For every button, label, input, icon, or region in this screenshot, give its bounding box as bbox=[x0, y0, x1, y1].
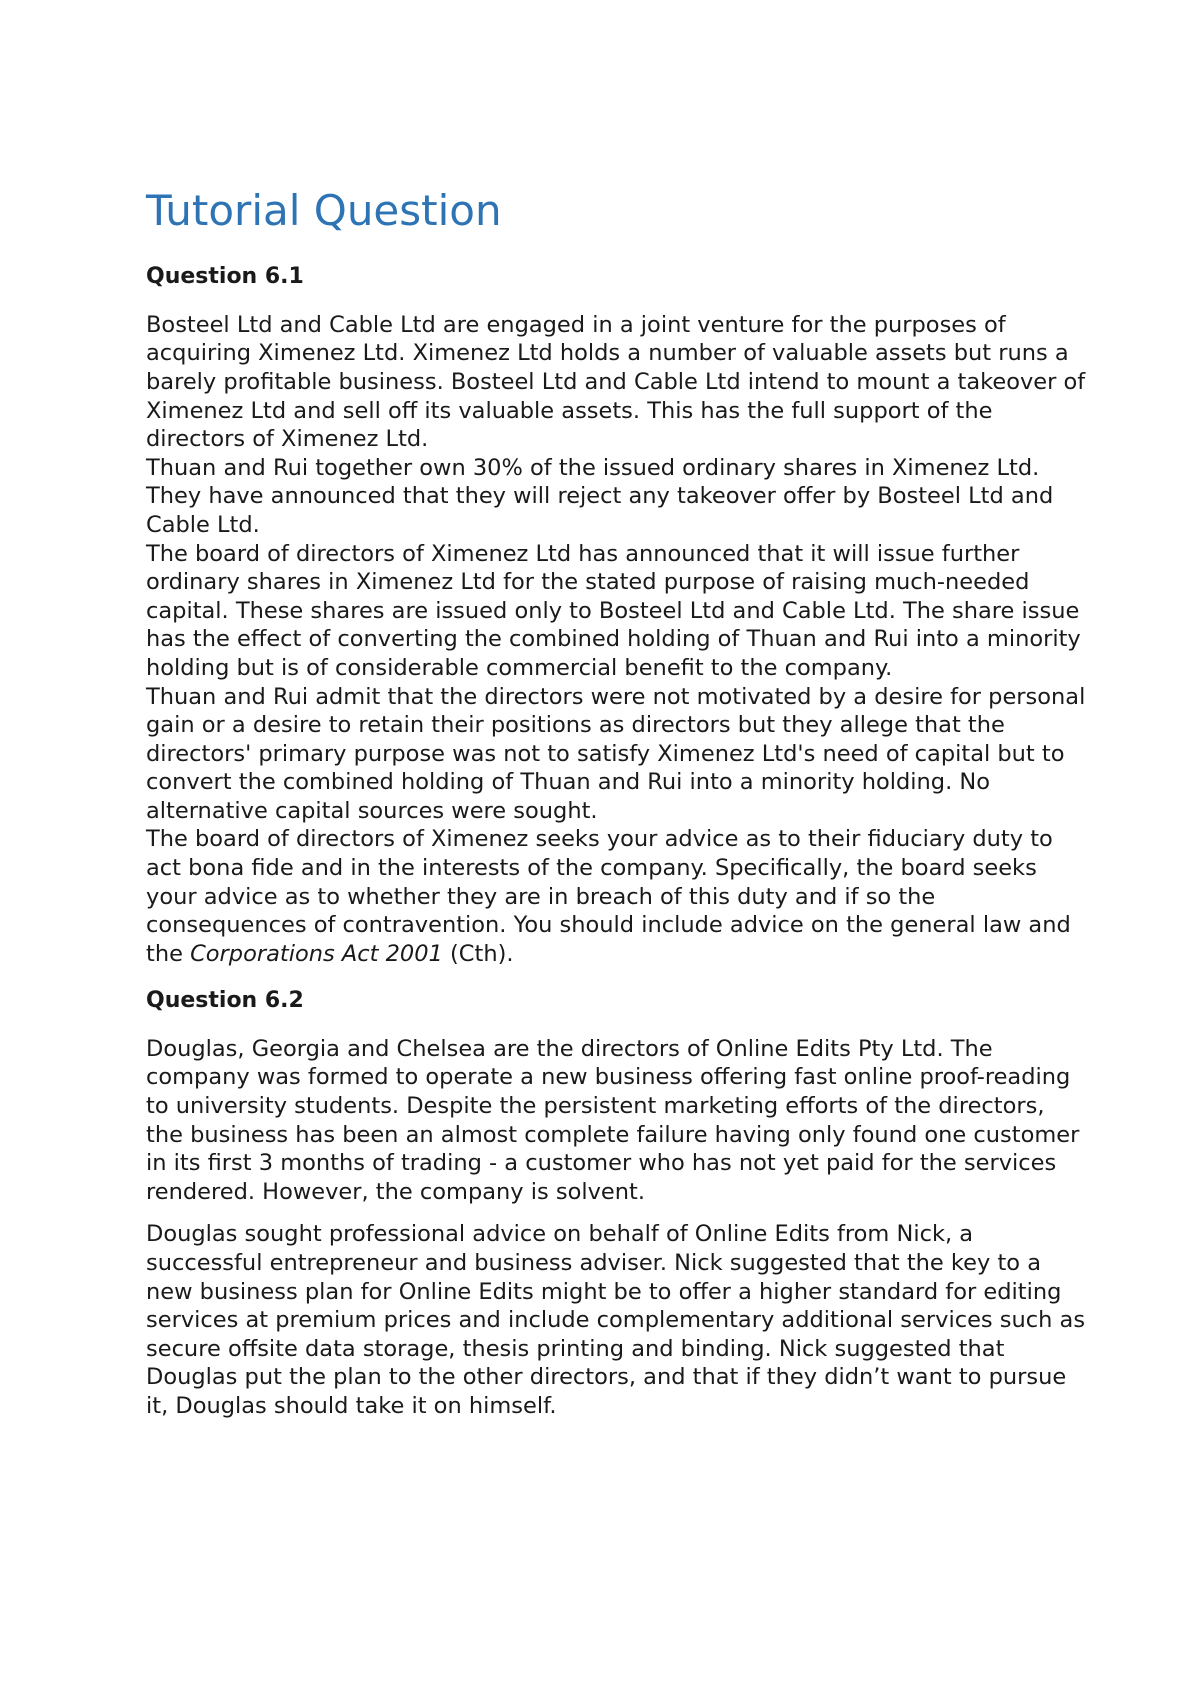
question-6-1-paragraph-1: Bosteel Ltd and Cable Ltd are engaged in a joint venture for the purposes of acquiring Ximenez Ltd. Ximenez Ltd holds a number of valuable assets but runs a barely profitable business. Bosteel Ltd and Cable Ltd intend to mount a takeover of Ximenez Ltd and sell off its valuable assets. This has the full support of the directors of Ximenez Ltd. bbox=[146, 311, 1086, 453]
question-6-2-paragraph-1: Douglas, Georgia and Chelsea are the directors of Online Edits Pty Ltd. The company was formed to operate a new business offering fast online proof-reading to university students. Despite the persistent marketing efforts of the directors, the business has been an almost complete failure having only found one customer in its first 3 months of trading - a customer who has not yet paid for the services rendered. However, the company is solvent. bbox=[146, 1035, 1080, 1205]
question-6-2-paragraph-2: Douglas sought professional advice on behalf of Online Edits from Nick, a successful entrepreneur and business adviser. Nick suggested that the key to a new business plan for Online Edits might be to offer a higher standard for editing services at premium prices and include complementary additional services such as secure offsite data storage, thesis printing and binding. Nick suggested that Douglas put the plan to the other directors, and that if they didn’t want to pursue it, Douglas should take it on himself. bbox=[146, 1221, 1086, 1419]
question-6-1-paragraph-4: Thuan and Rui admit that the directors were not motivated by a desire for personal gain or a desire to retain their positions as directors but they allege that the directors' primary purpose was not to satisfy Ximenez Ltd's need of capital but to convert the combined holding of Thuan and Rui into a minority holding. No alternative capital sources were sought. bbox=[146, 683, 1086, 824]
question-6-2-heading: Question 6.2 bbox=[146, 988, 304, 1014]
paragraph-5-text: The board of directors of Ximenez seeks your advice as to their fiduciary duty to act bona fide and in the interests of the company. Specifically, the board seeks your advice as to whether they are in breach of this duty and if so the consequences of contravention. You should include advice on the general law and the bbox=[146, 826, 1071, 967]
paragraph-5-end: (Cth). bbox=[442, 940, 514, 967]
question-6-1-paragraph-3: The board of directors of Ximenez Ltd has announced that it will issue further ordinary shares in Ximenez Ltd for the stated purpose of raising much-needed capital. These shares are issued only to Bosteel Ltd and Cable Ltd. The share issue has the effect of converting the combined holding of Thuan and Rui into a minority holding but is of considerable commercial benefit to the company. bbox=[146, 540, 1081, 681]
question-6-1-paragraph-2: Thuan and Rui together own 30% of the issued ordinary shares in Ximenez Ltd. They have announced that they will reject any takeover offer by Bosteel Ltd and Cable Ltd. bbox=[146, 454, 1054, 538]
act-name: Corporations Act 2001 bbox=[190, 940, 443, 967]
page-title: Tutorial Question bbox=[146, 186, 502, 235]
question-6-1-paragraph-5 bbox=[146, 825, 1086, 968]
document-page bbox=[146, 186, 1086, 1421]
question-6-1-heading: Question 6.1 bbox=[146, 264, 304, 290]
